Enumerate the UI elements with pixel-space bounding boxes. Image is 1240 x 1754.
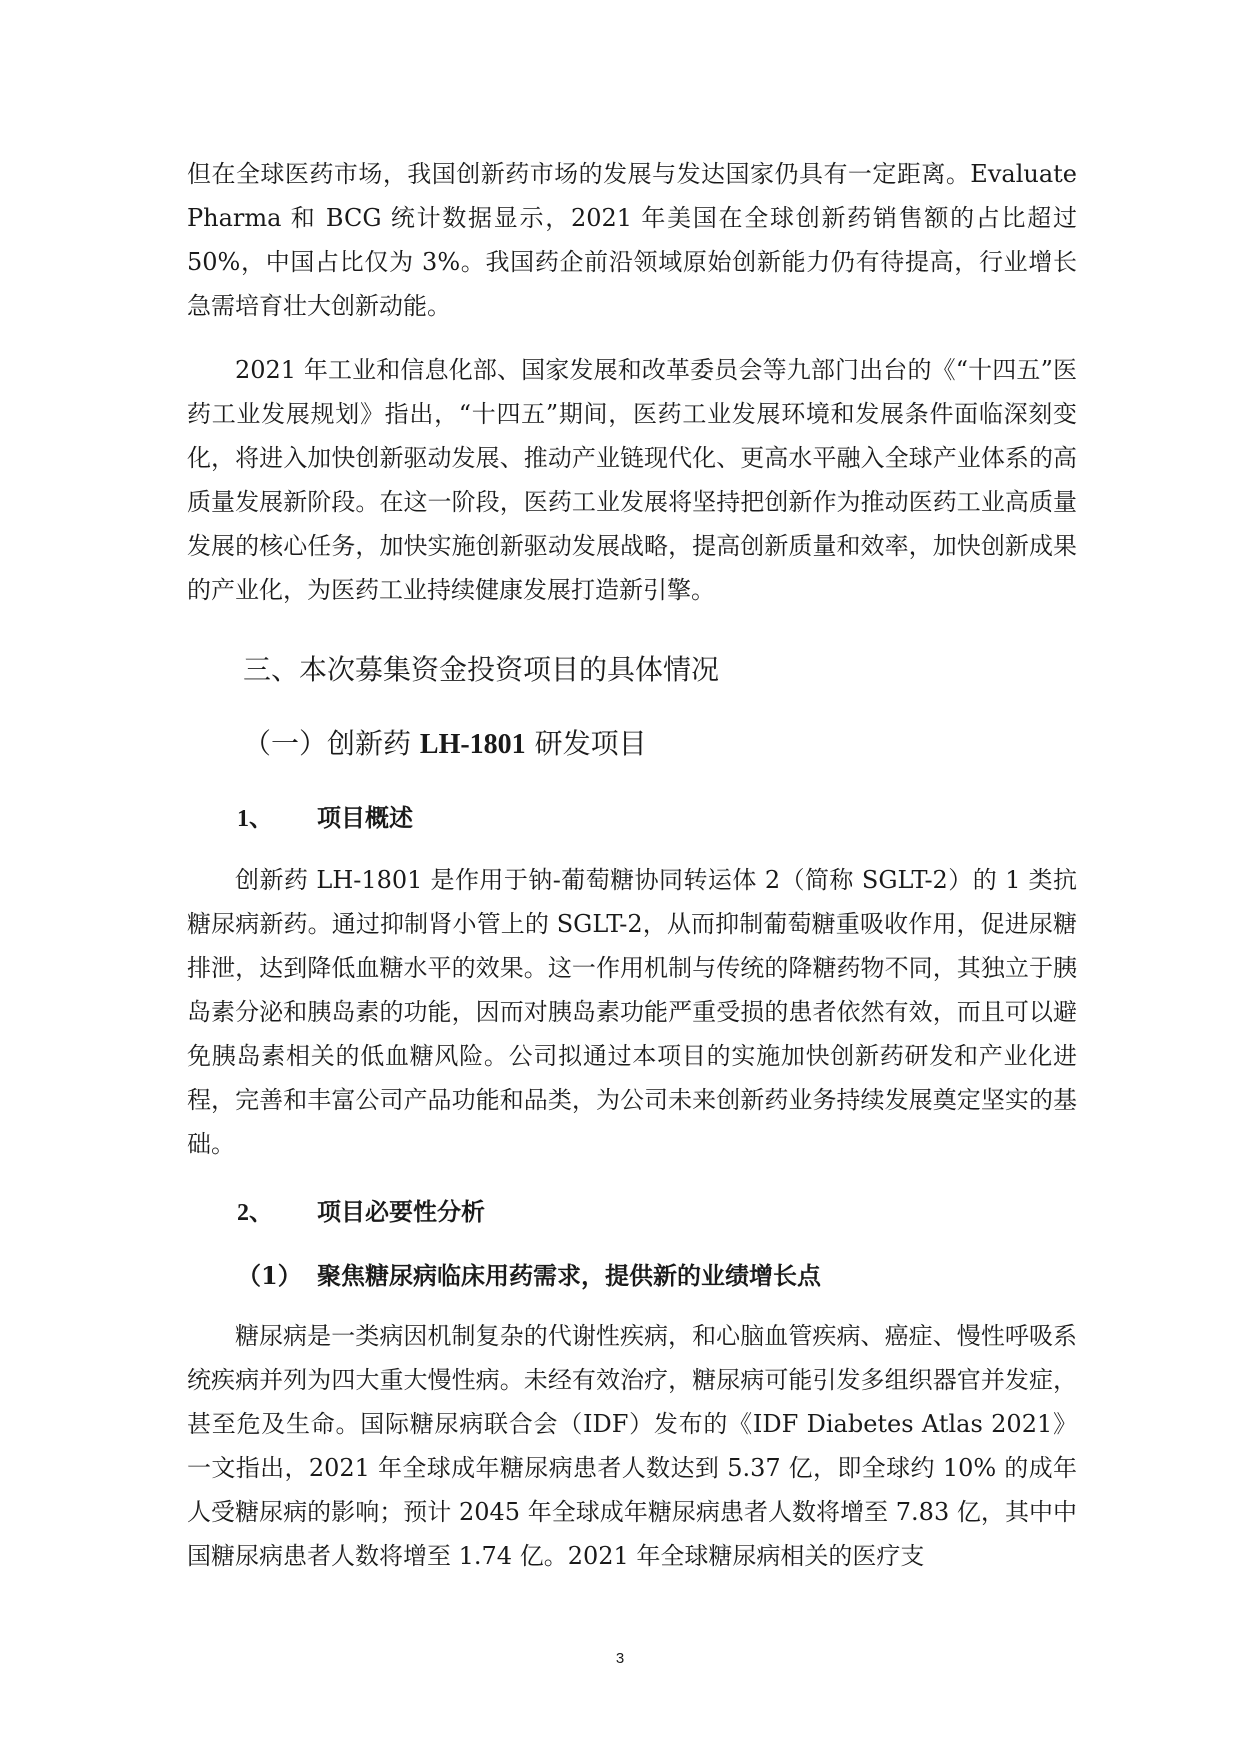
- subsection-heading-lh1801: [243, 724, 647, 765]
- drug-code: LH-1801: [419, 729, 526, 760]
- item-heading-necessity: [237, 1192, 485, 1233]
- paragraph-diabetes-background: 糖尿病是一类病因机制复杂的代谢性疾病，和心脑血管疾病、癌症、慢性呼吸系统疾病并列为四大重大慢性病。未经有效治疗，糖尿病可能引发多组织器官并发症，甚至危及生命。国际糖尿病联合会（IDF）发布的《IDF Diabetes Atlas 2021》一文指出，2021 年全球成年糖尿病患者人数达到 5.37 亿，即全球约 10% 的成年人受糖尿病的影响；预计 2045 年全球成年糖尿病患者人数将增至 7.83 亿，其中中国糖尿病患者人数将增至 1.74 亿。2021 年全球糖尿病相关的医疗支: [187, 1322, 1077, 1570]
- paragraph-global-market: 但在全球医药市场，我国创新药市场的发展与发达国家仍具有一定距离。Evaluate Pharma 和 BCG 统计数据显示，2021 年美国在全球创新药销售额的占比超过 50%，中国占比仅为 3%。我国药企前沿领域原始创新能力仍有待提高，行业增长急需培育壮大创新动能。: [187, 160, 1077, 320]
- page-number: 3: [615, 1650, 625, 1667]
- paragraph-lh1801-overview: 创新药 LH-1801 是作用于钠-葡萄糖协同转运体 2（简称 SGLT-2）的 1 类抗糖尿病新药。通过抑制肾小管上的 SGLT-2，从而抑制葡萄糖重吸收作用，促进尿糖排泄，达到降低血糖水平的效果。这一作用机制与传统的降糖药物不同，其独立于胰岛素分泌和胰岛素的功能，因而对胰岛素功能严重受损的患者依然有效，而且可以避免胰岛素相关的低血糖风险。公司拟通过本项目的实施加快创新药研发和产业化进程，完善和丰富公司产品功能和品类，为公司未来创新药业务持续发展奠定坚实的基础。: [187, 866, 1077, 1158]
- paragraph-fourteenth-five-year-plan: 2021 年工业和信息化部、国家发展和改革委员会等九部门出台的《“十四五”医药工业发展规划》指出，“十四五”期间，医药工业发展环境和发展条件面临深刻变化，将进入加快创新驱动发展、推动产业链现代化、更高水平融入全球产业体系的高质量发展新阶段。在这一阶段，医药工业发展将坚持把创新作为推动医药工业高质量发展的核心任务，加快实施创新驱动发展战略，提高创新质量和效率，加快创新成果的产业化，为医药工业持续健康发展打造新引擎。: [187, 356, 1077, 604]
- item-title: 项目概述: [317, 803, 413, 832]
- subsection-prefix: （一）创新药: [243, 727, 420, 760]
- item-number: 1、: [237, 806, 273, 832]
- subitem-number: （1）: [237, 1261, 302, 1290]
- section-heading-investment-projects: 三、本次募集资金投资项目的具体情况: [243, 653, 720, 686]
- subitem-title: 聚焦糖尿病临床用药需求，提供新的业绩增长点: [317, 1261, 821, 1290]
- item-number: 2、: [237, 1200, 273, 1226]
- item-title: 项目必要性分析: [317, 1197, 485, 1226]
- subsection-suffix: 研发项目: [525, 727, 647, 760]
- item-heading-overview: [237, 798, 413, 839]
- subitem-heading-clinical-demand: [237, 1256, 821, 1296]
